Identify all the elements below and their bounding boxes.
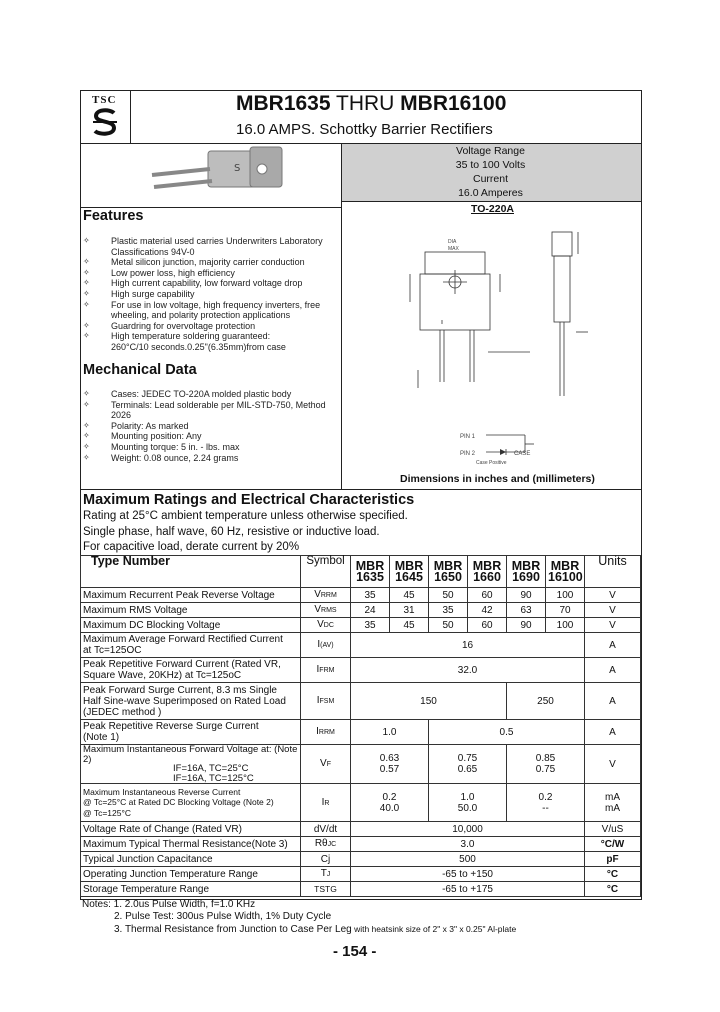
param-cell: Maximum Average Forward Rectified Current at Tc=125OC: [81, 633, 301, 658]
mechanical-item: ✧ Polarity: As marked: [83, 420, 189, 431]
mechanical-item: 2026: [111, 410, 132, 421]
case-positive-label: Case Positive: [476, 460, 507, 466]
case-label: CASE: [514, 451, 531, 457]
param-cell: Peak Repetitive Reverse Surge Current (Note 1): [81, 720, 301, 745]
value-cell: 35: [351, 588, 390, 603]
mechanical-item: ✧ Cases: JEDEC TO-220A molded plastic body: [83, 389, 292, 399]
bullet-icon: ✧: [83, 257, 90, 267]
feature-item: ✧ Guardring for overvoltage protection: [83, 320, 256, 331]
table-row: [81, 745, 641, 784]
diode-icon: [500, 449, 506, 455]
symbol-cell: VDC: [301, 618, 351, 633]
unit-cell: A: [585, 720, 641, 745]
table-row: [81, 867, 641, 882]
value-cell: 35: [351, 618, 390, 633]
bullet-icon: ✧: [83, 431, 90, 441]
dia-label: DIA: [448, 239, 457, 245]
unit-cell: V: [585, 745, 641, 784]
param-cell: Peak Repetitive Forward Current (Rated VR, Square Wave, 20KHz) at Tc=125oC: [81, 658, 301, 683]
type-number-header: Type Number: [81, 556, 301, 588]
param-text: Maximum Instantaneous Forward Voltage at: (Note 2): [83, 744, 298, 765]
value-cell: 1.0 50.0: [429, 784, 507, 822]
page-subtitle: 16.0 AMPS. Schottky Barrier Rectifiers: [236, 121, 493, 138]
package-outline-drawing: [380, 212, 620, 472]
bullet-icon: ✧: [83, 420, 90, 430]
max-label: MAX: [448, 246, 459, 252]
table-header-row: [81, 556, 641, 588]
symbol-cell: TJ: [301, 867, 351, 882]
feature-item: wheeling, and polarity protection applications: [111, 310, 291, 321]
bullet-icon: ✧: [83, 331, 90, 341]
param-cell: Storage Temperature Range: [81, 882, 301, 897]
value-cell: 90: [507, 618, 546, 633]
mechanical-list: [83, 389, 326, 463]
value-cell: 45: [390, 588, 429, 603]
pin2-label: PIN 2: [460, 451, 476, 457]
table-row: [81, 852, 641, 867]
bullet-icon: ✧: [83, 236, 90, 245]
symbol-cell: VRRM: [301, 588, 351, 603]
value-cell: 500: [351, 852, 585, 867]
value-cell: 90: [507, 588, 546, 603]
unit-cell: V: [585, 603, 641, 618]
feature-item: ✧ High temperature soldering guaranteed:: [83, 331, 271, 342]
unit-cell: A: [585, 658, 641, 683]
symbol-cell: dV/dt: [301, 822, 351, 837]
features-heading: Features: [83, 208, 144, 224]
unit-cell: V/uS: [585, 822, 641, 837]
table-row: [81, 822, 641, 837]
bullet-icon: ✧: [83, 267, 90, 277]
symbol-cell: TSTG: [301, 882, 351, 897]
pin1-label: PIN 1: [460, 434, 476, 440]
diagram-caption: Dimensions in inches and (millimeters): [400, 473, 595, 485]
voltage-range-label: Voltage Range: [456, 145, 525, 157]
value-cell: 16: [351, 633, 585, 658]
value-cell: 63: [507, 603, 546, 618]
param-condition: IF=16A, TC=25°C: [173, 763, 249, 774]
feature-item: ✧ For use in low voltage, high frequency inverters, free: [83, 299, 321, 310]
symbol-cell: IRRM: [301, 720, 351, 745]
ratings-heading: Maximum Ratings and Electrical Characteristics: [83, 492, 415, 508]
table-row: [81, 882, 641, 897]
value-cell: 150: [351, 683, 507, 720]
part-header: MBR 1635: [351, 556, 390, 588]
ratings-condition-1: Rating at 25°C ambient temperature unless otherwise specified.: [83, 510, 408, 522]
part-header: MBR 1645: [390, 556, 429, 588]
part-header: MBR 1660: [468, 556, 507, 588]
units-header: Units: [585, 556, 641, 588]
unit-cell: A: [585, 683, 641, 720]
param-cell: Peak Forward Surge Current, 8.3 ms Single Half Sine-wave Superimposed on Rated Load (JEDEC method ): [81, 683, 301, 720]
symbol-cell: IFSM: [301, 683, 351, 720]
mechanical-item: ✧ Mounting position: Any: [83, 431, 202, 442]
company-logo: [90, 94, 124, 140]
title-mid: THRU: [330, 92, 401, 115]
page-number: - 154 -: [333, 943, 377, 960]
table-row: [81, 603, 641, 618]
symbol-cell: IFRM: [301, 658, 351, 683]
table-row: [81, 720, 641, 745]
feature-item: Classifications 94V-0: [111, 246, 195, 257]
symbol-header: Symbol: [301, 556, 351, 588]
note-3: 3. Thermal Resistance from Junction to Case Per Leg with heatsink size of 2" x 3" x 0.25" Al-plate: [114, 924, 517, 935]
table-row: [81, 837, 641, 852]
symbol-cell: VF: [301, 745, 351, 784]
voltage-range-value: 35 to 100 Volts: [455, 159, 526, 171]
bullet-icon: ✧: [83, 389, 90, 398]
current-label: Current: [472, 173, 508, 185]
value-cell: 60: [468, 588, 507, 603]
spec-divider: [341, 201, 641, 202]
value-cell: 50: [429, 618, 468, 633]
value-cell: 70: [546, 603, 585, 618]
value-cell: 45: [390, 618, 429, 633]
symbol-cell: Cj: [301, 852, 351, 867]
feature-item: ✧ Plastic material used carries Underwriters Laboratory: [83, 236, 323, 246]
unit-cell: V: [585, 588, 641, 603]
param-cell: Maximum Instantaneous Reverse Current @ Tc=25°C at Rated DC Blocking Voltage (Note 2) @ Tc=125°C: [81, 784, 301, 822]
bullet-icon: ✧: [83, 288, 90, 298]
unit-cell: A: [585, 633, 641, 658]
logo-mark-icon: [90, 107, 120, 137]
param-cell: Operating Junction Temperature Range: [81, 867, 301, 882]
param-cell: Typical Junction Capacitance: [81, 852, 301, 867]
param-cell: Maximum Typical Thermal Resistance(Note 3): [81, 837, 301, 852]
value-cell: 0.85 0.75: [507, 745, 585, 784]
param-cell: Maximum RMS Voltage: [81, 603, 301, 618]
table-row: [81, 618, 641, 633]
value-cell: 0.63 0.57: [351, 745, 429, 784]
value-cell: 0.5: [429, 720, 585, 745]
svg-text:S: S: [234, 163, 241, 174]
symbol-cell: I(AV): [301, 633, 351, 658]
feature-item: ✧ High surge capability: [83, 288, 195, 299]
value-cell: 31: [390, 603, 429, 618]
value-cell: 0.75 0.65: [429, 745, 507, 784]
value-cell: 0.2 40.0: [351, 784, 429, 822]
value-cell: 42: [468, 603, 507, 618]
package-label: TO-220A: [471, 203, 514, 215]
value-cell: 100: [546, 588, 585, 603]
title-part2: MBR16100: [400, 92, 507, 115]
table-row: [81, 658, 641, 683]
section-divider: [80, 489, 641, 490]
value-cell: 1.0: [351, 720, 429, 745]
value-cell: 250: [507, 683, 585, 720]
table-row: [81, 683, 641, 720]
symbol-cell: VRMS: [301, 603, 351, 618]
value-cell: 100: [546, 618, 585, 633]
logo-divider: [130, 90, 131, 144]
mechanical-item: ✧ Terminals: Lead solderable per MIL-STD-750, Method: [83, 399, 326, 410]
value-cell: 10,000: [351, 822, 585, 837]
logo-text: TSC: [92, 94, 117, 106]
value-cell: 24: [351, 603, 390, 618]
component-photo: [150, 145, 300, 203]
bullet-icon: ✧: [83, 399, 90, 409]
unit-cell: V: [585, 618, 641, 633]
table-row: [81, 588, 641, 603]
bullet-icon: ✧: [83, 452, 90, 462]
mechanical-heading: Mechanical Data: [83, 362, 197, 378]
param-condition: IF=16A, TC=125°C: [173, 772, 254, 784]
bullet-icon: ✧: [83, 299, 90, 309]
unit-cell: °C/W: [585, 837, 641, 852]
symbol-cell: RθJC: [301, 837, 351, 852]
title-part1: MBR1635: [236, 92, 331, 115]
unit-cell: mA mA: [585, 784, 641, 822]
note-2: 2. Pulse Test: 300us Pulse Width, 1% Duty Cycle: [114, 911, 332, 922]
unit-cell: pF: [585, 852, 641, 867]
ratings-table: [80, 555, 641, 897]
feature-item: 260°C/10 seconds.0.25"(6.35mm)from case: [111, 341, 286, 352]
features-list: [83, 236, 323, 353]
param-cell: [81, 745, 301, 784]
current-value: 16.0 Amperes: [458, 187, 523, 199]
param-cell: Maximum DC Blocking Voltage: [81, 618, 301, 633]
param-cell: Maximum Recurrent Peak Reverse Voltage: [81, 588, 301, 603]
feature-item: ✧ High current capability, low forward voltage drop: [83, 278, 303, 289]
value-cell: 32.0: [351, 658, 585, 683]
ratings-condition-2: Single phase, half wave, 60 Hz, resistive or inductive load.: [83, 526, 380, 538]
part-header: MBR 1690: [507, 556, 546, 588]
bullet-icon: ✧: [83, 441, 90, 451]
table-row: [81, 784, 641, 822]
feature-item: ✧ Low power loss, high efficiency: [83, 267, 235, 278]
feature-item: ✧ Metal silicon junction, majority carrier conduction: [83, 257, 305, 268]
symbol-cell: IR: [301, 784, 351, 822]
bullet-icon: ✧: [83, 278, 90, 288]
value-cell: 35: [429, 603, 468, 618]
value-cell: -65 to +150: [351, 867, 585, 882]
table-row: [81, 633, 641, 658]
value-cell: 0.2 --: [507, 784, 585, 822]
page-title: [236, 92, 506, 116]
unit-cell: °C: [585, 882, 641, 897]
value-cell: 50: [429, 588, 468, 603]
value-cell: -65 to +175: [351, 882, 585, 897]
note-1: Notes: 1. 2.0us Pulse Width, f=1.0 KHz: [82, 899, 256, 910]
mechanical-item: ✧ Weight: 0.08 ounce, 2.24 grams: [83, 452, 239, 463]
value-cell: 3.0: [351, 837, 585, 852]
bullet-icon: ✧: [83, 320, 90, 330]
value-cell: 60: [468, 618, 507, 633]
ratings-condition-3: For capacitive load, derate current by 20%: [83, 541, 300, 553]
part-header: MBR 16100: [546, 556, 585, 588]
notes: [82, 899, 516, 936]
mechanical-item: ✧ Mounting torque: 5 in. - lbs. max: [83, 441, 240, 452]
unit-cell: °C: [585, 867, 641, 882]
part-header: MBR 1650: [429, 556, 468, 588]
param-cell: Voltage Rate of Change (Rated VR): [81, 822, 301, 837]
